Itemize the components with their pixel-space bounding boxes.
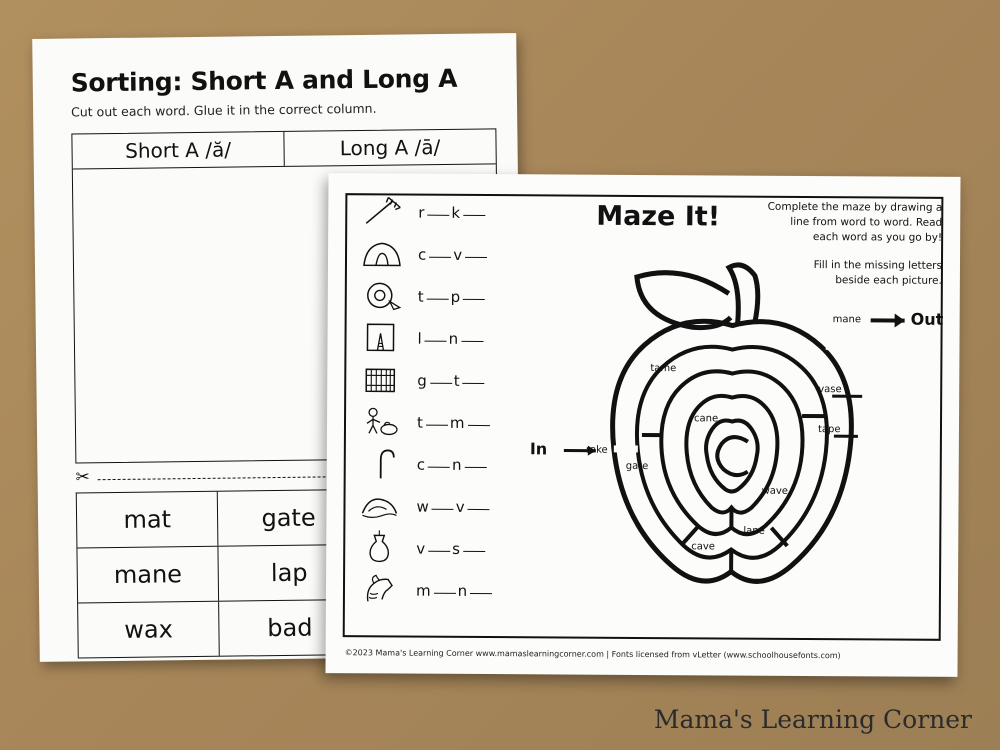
- list-item: [358, 485, 548, 528]
- clue-word-pattern: t p: [418, 288, 488, 306]
- maze-word: vase: [818, 384, 842, 396]
- cane-icon: [359, 445, 403, 483]
- clue-word-pattern: g t: [417, 372, 487, 390]
- word-card: wax: [78, 602, 220, 658]
- word-card: bad: [219, 600, 361, 656]
- maze-word: rake: [585, 444, 608, 456]
- list-item: [360, 275, 550, 318]
- word-card: lap: [219, 545, 361, 601]
- gate-icon: [359, 361, 403, 399]
- tame-icon: [359, 403, 403, 441]
- rake-icon: [360, 193, 404, 231]
- maze-entry-label: In: [529, 439, 548, 459]
- list-item: [360, 233, 550, 276]
- maze-word: mane: [832, 314, 862, 326]
- picture-clue-list: [358, 191, 551, 612]
- maze-word: wave: [761, 485, 789, 497]
- maze-word: cave: [691, 541, 715, 553]
- word-card: mane: [77, 547, 219, 603]
- cave-icon: [360, 235, 404, 273]
- maze-footer-credit: ©2023 Mama's Learning Corner www.mamaslearningcorner.com | Fonts licensed from vLetter (www.schoolhousefonts.com): [344, 648, 841, 661]
- word-card: mat: [77, 492, 219, 548]
- list-item: [358, 527, 548, 570]
- list-item: [360, 191, 550, 234]
- maze-word: tame: [650, 363, 677, 375]
- maze-word: gate: [625, 460, 649, 473]
- apple-maze-graphic: [529, 244, 944, 611]
- clue-word-pattern: c v: [418, 246, 489, 264]
- sorting-instructions: Cut out each word. Glue it in the correct column.: [71, 100, 377, 120]
- maze-instructions: Complete the maze by drawing a line from word to word. Read each word as you go by!: [767, 200, 943, 245]
- maze-title: Maze It!: [596, 200, 721, 233]
- maze-exit-label: Out: [910, 309, 944, 329]
- maze-word: cane: [694, 413, 719, 425]
- tape-icon: [360, 277, 404, 315]
- list-item: [358, 569, 548, 612]
- clue-word-pattern: w v: [416, 498, 491, 516]
- list-item: [359, 317, 549, 360]
- maze-worksheet-page: [325, 173, 960, 677]
- photo-watermark: Mama's Learning Corner: [653, 705, 972, 734]
- list-item: [359, 359, 549, 402]
- sorting-title: Sorting: Short A and Long A: [70, 63, 458, 98]
- maze-svg: [531, 244, 933, 611]
- clue-word-pattern: c n: [417, 456, 489, 474]
- lane-icon: [359, 319, 403, 357]
- sorting-table-header: [72, 129, 495, 169]
- list-item: [359, 401, 549, 444]
- clue-word-pattern: r k: [418, 204, 487, 222]
- sorting-column-short-a: Short A /ă/: [72, 132, 284, 169]
- word-card: gate: [218, 490, 360, 546]
- clue-word-pattern: t m: [417, 414, 492, 432]
- clue-word-pattern: v s: [416, 540, 487, 558]
- clue-word-pattern: l n: [417, 330, 485, 348]
- wave-icon: [358, 487, 402, 525]
- maze-instructions-secondary: Fill in the missing letters beside each picture.: [813, 259, 943, 288]
- maze-word: tape: [817, 424, 841, 436]
- sorting-column-long-a: Long A /ā/: [339, 135, 441, 161]
- scissors-icon: ✂: [75, 467, 90, 487]
- clue-word-pattern: m n: [416, 582, 494, 600]
- maze-word: lane: [743, 525, 765, 537]
- list-item: [359, 443, 549, 486]
- mane-icon: [358, 571, 402, 609]
- vase-icon: [358, 529, 402, 567]
